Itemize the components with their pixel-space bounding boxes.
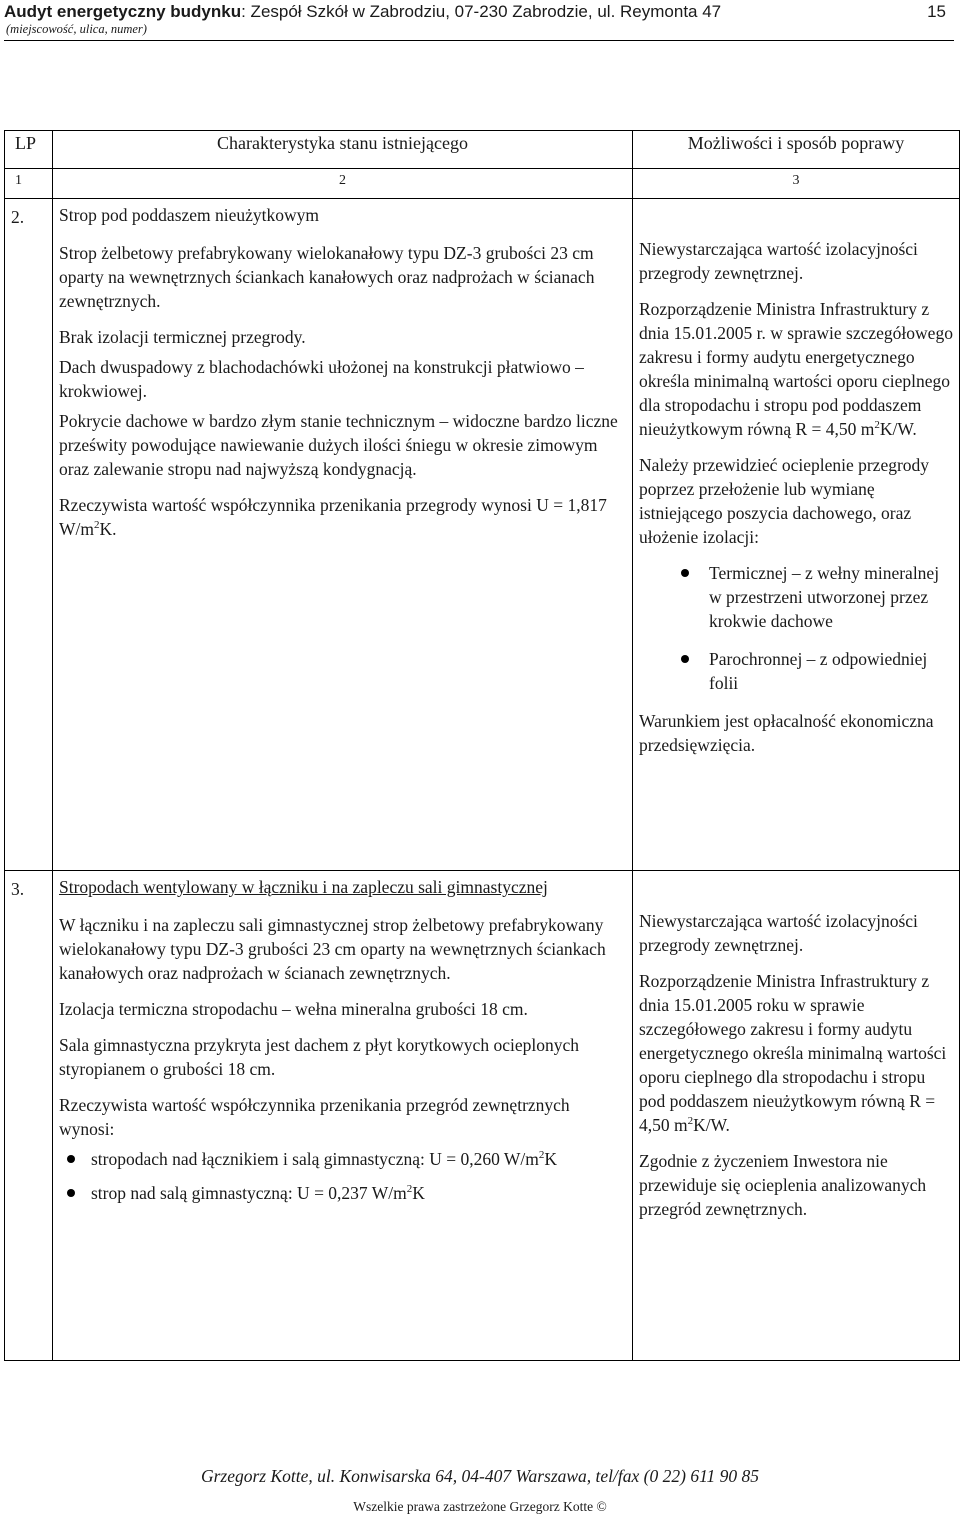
regulation-text: Rozporządzenie Ministra Infrastruktury z dnia 15.01.2005 r. w sprawie szczegółowego zakresu i formy audytu energetycznego określa minimalną wartości oporu cieplnego dla stropodachu i stropu pod poddaszem nieużytkowym równą R = 4,50 m	[639, 299, 953, 439]
column-number-3: 3	[633, 169, 960, 199]
superscript: 2	[406, 1183, 413, 1196]
u-value-paragraph	[59, 493, 626, 541]
table-row	[5, 871, 960, 1361]
list-item: Parochronnej – z odpowiedniej folii	[639, 647, 955, 695]
section-title: Stropodach wentylowany w łączniku i na zapleczu sali gimnastycznej	[59, 877, 548, 897]
paragraph: Należy przewidzieć ocieplenie przegrody poprzez przełożenie lub wymianę istniejącego poszycia dachowego, oraz ułożenie izolacji:	[639, 455, 930, 547]
regulation-unit: K/W.	[693, 1115, 730, 1135]
document-header-title	[4, 2, 954, 22]
row-improvement	[633, 871, 960, 1361]
superscript: 2	[874, 419, 880, 432]
list-item	[59, 1181, 626, 1205]
header-characteristic: Charakterystyka stanu istniejącego	[53, 131, 633, 169]
header-title-rest: : Zespół Szkół w Zabrodziu, 07-230 Zabrodzie, ul. Reymonta 47	[241, 2, 722, 21]
paragraph: Strop żelbetowy prefabrykowany wielokanałowy typu DZ-3 grubości 23 cm oparty na wewnętrznych ściankach kanałowych oraz nadprożach w ścianach zewnętrznych.	[59, 243, 595, 311]
regulation-text: Rozporządzenie Ministra Infrastruktury z dnia 15.01.2005 roku w sprawie szczegółowego zakresu i formy audytu energetycznego określa minimalną wartości oporu cieplnego dla stropodachu i stropu pod poddaszem nieużytkowym równą R = 4,50 m	[639, 971, 947, 1135]
superscript: 2	[687, 1115, 694, 1128]
list-item-text: strop nad salą gimnastyczną: U = 0,237 W/m	[91, 1183, 407, 1203]
paragraph: Brak izolacji termicznej przegrody.	[59, 327, 306, 347]
paragraph: Niewystarczająca wartość izolacyjności przegrody zewnętrznej.	[639, 911, 918, 955]
row-characteristic	[53, 871, 633, 1361]
header-subtitle: (miejscowość, ulica, numer)	[6, 22, 147, 36]
paragraph: W łączniku i na zapleczu sali gimnastycznej strop żelbetowy prefabrykowany wielokanałowy typu DZ-3 grubości 23 cm oparty na wewnętrznych ściankach kanałowych oraz nadprożach w ścianach zewnętrznych.	[59, 915, 606, 983]
regulation-paragraph	[639, 969, 955, 1137]
paragraph: Niewystarczająca wartość izolacyjności przegrody zewnętrznej.	[639, 239, 918, 283]
list-item-text: stropodach nad łącznikiem i salą gimnastyczną: U = 0,260 W/m	[91, 1149, 539, 1169]
list-item: Termicznej – z wełny mineralnej w przestrzeni utworzonej przez krokwie dachowe	[639, 561, 955, 633]
page-number: 15	[927, 2, 946, 21]
paragraph: Rzeczywista wartość współczynnika przenikania przegród zewnętrznych wynosi:	[59, 1095, 570, 1139]
paragraph: Izolacja termiczna stropodachu – wełna mineralna grubości 18 cm.	[59, 999, 528, 1019]
column-number-2: 2	[53, 169, 633, 199]
list-item-unit: K	[544, 1149, 558, 1169]
table-header-row	[5, 131, 960, 169]
u-value-list	[59, 1147, 626, 1205]
u-value-text: Rzeczywista wartość współczynnika przenikania przegrody wynosi U = 1,817 W/m	[59, 495, 607, 539]
row-characteristic	[53, 199, 633, 871]
column-number-1: 1	[5, 169, 53, 199]
list-item-unit: K	[412, 1183, 425, 1203]
row-lp: 3.	[5, 871, 53, 1361]
header-title-bold: Audyt energetyczny budynku	[4, 2, 242, 21]
paragraph: Pokrycie dachowe w bardzo złym stanie technicznym – widoczne bardzo liczne prześwity powodujące nawiewanie dużych ilości śniegu w okresie zimowym oraz zalewanie stropu nad najwyższą kondygnacją.	[59, 411, 618, 479]
paragraph: Sala gimnastyczna przykryta jest dachem z płyt korytkowych ocieplonych styropianem o grubości 18 cm.	[59, 1035, 579, 1079]
superscript: 2	[538, 1149, 545, 1162]
list-item	[59, 1147, 626, 1171]
header-divider	[4, 40, 954, 41]
paragraph: Zgodnie z życzeniem Inwestora nie przewiduje się ocieplenia analizowanych przegród zewnętrznych.	[639, 1151, 927, 1219]
row-improvement	[633, 199, 960, 871]
table-row	[5, 199, 960, 871]
u-value-unit: K.	[99, 519, 117, 539]
regulation-paragraph	[639, 297, 955, 441]
footer-copyright: Wszelkie prawa zastrzeżone Grzegorz Kotte ©	[353, 1499, 607, 1514]
section-title: Strop pod poddaszem nieużytkowym	[59, 205, 320, 225]
superscript: 2	[94, 519, 100, 532]
paragraph: Dach dwuspadowy z blachodachówki ułożonej na konstrukcji płatwiowo – krokwiowej.	[59, 357, 584, 401]
audit-table	[4, 130, 960, 1361]
header-improvement: Możliwości i sposób poprawy	[633, 131, 960, 169]
header-lp: LP	[5, 131, 53, 169]
regulation-unit: K/W.	[879, 419, 917, 439]
paragraph: Warunkiem jest opłacalność ekonomiczna przedsięwzięcia.	[639, 711, 934, 755]
column-number-row	[5, 169, 960, 199]
footer-address: Grzegorz Kotte, ul. Konwisarska 64, 04-407 Warszawa, tel/fax (0 22) 611 90 85	[200, 1466, 760, 1486]
row-lp: 2.	[5, 199, 53, 871]
insulation-list	[639, 561, 955, 695]
